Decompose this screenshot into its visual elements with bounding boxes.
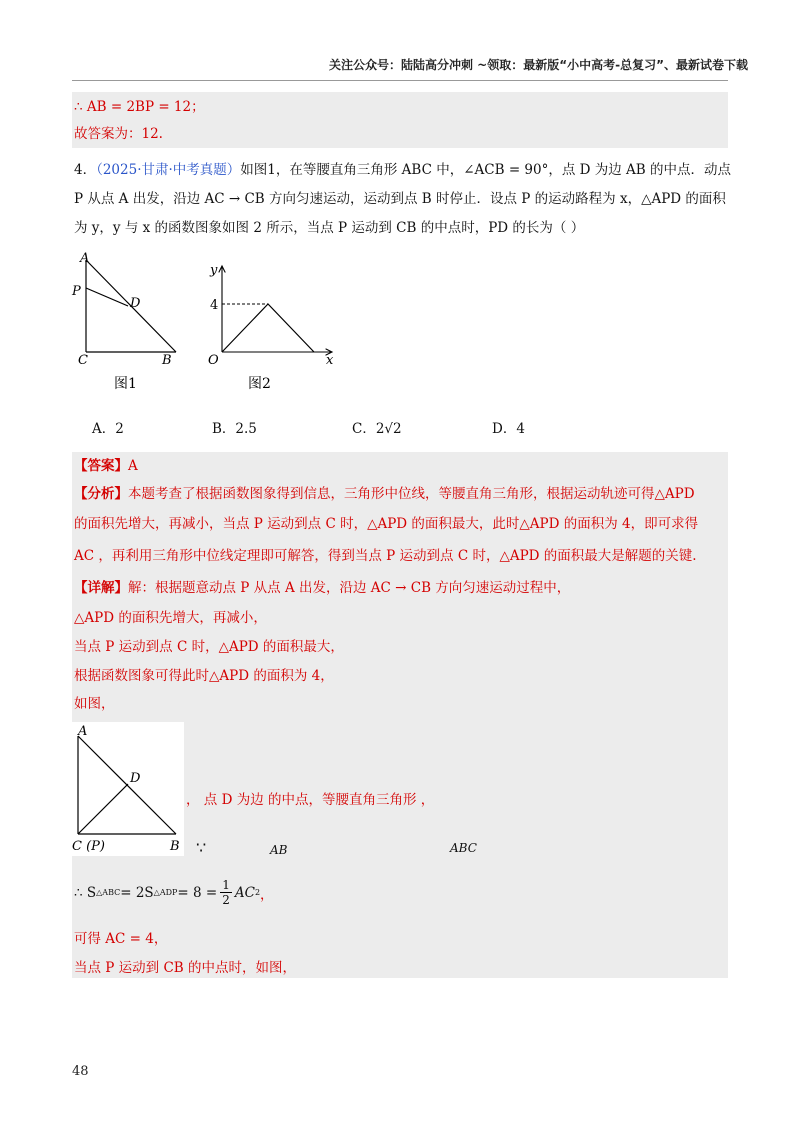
analysis-line1 [74, 484, 695, 504]
option-c-value: 2√2 [375, 421, 402, 437]
eq-sub-adp: △ADP [153, 888, 178, 897]
option-b-letter: B． [212, 421, 236, 437]
eq-sup: 2 [254, 888, 261, 897]
option-d[interactable] [492, 417, 525, 437]
analysis-line3: AC ，再利用三角形中位线定理即可解答，得到当点 P 运动到点 C 时，△APD 的面积最大是解题的关键. [74, 548, 697, 564]
fig2-label-o: O [208, 353, 219, 368]
fig2-tick-4: 4 [210, 298, 219, 313]
fig1-label-a: A [80, 251, 90, 266]
fig3-label-a: A [78, 724, 88, 739]
detail-line6: 可得 AC = 4， [74, 931, 168, 947]
question-line3: 为 y，y 与 x 的函数图象如图 2 所示，当点 P 运动到 CB 的中点时，PD 的长为（ ） [74, 220, 585, 236]
ab-label: AB [270, 843, 288, 857]
fig1-caption: 图1 [114, 376, 137, 392]
abc-label: ABC [450, 841, 477, 855]
page-header: 关注公众号：陆陆高分冲刺 ~领取：最新版“小中高考-总复习”、最新试卷下载 [329, 58, 748, 72]
detail-figure-line: ， 点 D 为边 的中点，等腰直角三角形 ， [186, 792, 435, 808]
figure-3 [72, 722, 184, 856]
prev-answer-line1: ∴ AB = 2BP = 12； [74, 99, 205, 115]
eq-frac-den: 2 [222, 893, 230, 907]
eq-prefix: ∴ S [74, 884, 97, 901]
figure-2 [200, 258, 340, 398]
question-number: 4． [74, 162, 97, 178]
option-d-letter: D． [492, 421, 517, 437]
option-b[interactable] [212, 417, 257, 437]
prev-answer-line2: 故答案为：12. [74, 126, 163, 142]
detail-label: 【详解】 [74, 580, 128, 596]
figure-1 [70, 248, 190, 398]
detail-line5: 如图， [74, 696, 115, 712]
question-source: （2025·甘肃·中考真题） [96, 162, 241, 178]
option-a-value: 2 [115, 421, 124, 437]
option-b-value: 2.5 [235, 421, 257, 437]
because-symbol: ∵ [196, 838, 207, 857]
header-divider [72, 80, 728, 81]
fig2-caption: 图2 [248, 376, 271, 392]
option-d-value: 4 [516, 421, 525, 437]
fig1-label-d: D [130, 296, 141, 311]
fig1-label-c: C [78, 353, 88, 368]
page-number: 48 [72, 1064, 89, 1079]
detail-line3: 当点 P 运动到点 C 时，△APD 的面积最大， [74, 639, 344, 655]
eq-frac-num: 1 [222, 878, 230, 892]
fig1-label-b: B [162, 353, 172, 368]
option-a-letter: A． [92, 421, 116, 437]
question-line1-text: 如图1，在等腰直角三角形 ABC 中，∠ACB = 90°，点 D 为边 AB 的中点．动点 [240, 162, 732, 178]
detail-line2: △APD 的面积先增大，再减小， [74, 610, 267, 626]
answer-line [74, 456, 138, 476]
fig3-label-d: D [130, 771, 141, 786]
answer-label: 【答案】 [74, 458, 128, 474]
analysis-label: 【分析】 [74, 486, 128, 502]
eq-comma: ， [260, 886, 274, 903]
detail-text1: 解：根据题意动点 P 从点 A 出发，沿边 AC → CB 方向匀速运动过程中， [128, 580, 571, 596]
question-line2: P 从点 A 出发，沿边 AC → CB 方向匀速运动，运动到点 B 时停止．设点 P 的运动路程为 x，△APD 的面积 [74, 191, 726, 207]
analysis-line2: 的面积先增大，再减小，当点 P 运动到点 C 时，△APD 的面积最大，此时△APD 的面积为 4，即可求得 [74, 516, 699, 532]
fig2-function-line [222, 304, 314, 352]
eq-tail: AC [234, 884, 255, 901]
eq-sub-abc: △ABC [96, 888, 121, 897]
detail-line7: 当点 P 运动到 CB 的中点时，如图， [74, 960, 296, 976]
detail-line4: 根据函数图象可得此时△APD 的面积为 4， [74, 668, 334, 684]
analysis-text1: 本题考查了根据函数图象得到信息，三角形中位线，等腰直角三角形，根据运动轨迹可得△APD [128, 486, 695, 502]
option-a[interactable] [92, 417, 124, 437]
eq-rest: = 8 = [177, 884, 218, 901]
fig2-label-x: x [326, 353, 334, 368]
fig3-label-b: B [170, 839, 180, 854]
fig3-label-cp: C (P) [72, 839, 105, 854]
fig2-label-y: y [210, 263, 218, 278]
area-equation [74, 878, 274, 907]
option-c[interactable] [352, 417, 402, 437]
question-line1 [74, 160, 731, 180]
eq-fraction [220, 878, 232, 907]
eq-mid: = 2S [120, 884, 154, 901]
fig1-label-p: P [72, 284, 81, 299]
detail-line1 [74, 578, 570, 598]
option-c-letter: C． [352, 421, 376, 437]
answer-value: A [128, 458, 138, 474]
